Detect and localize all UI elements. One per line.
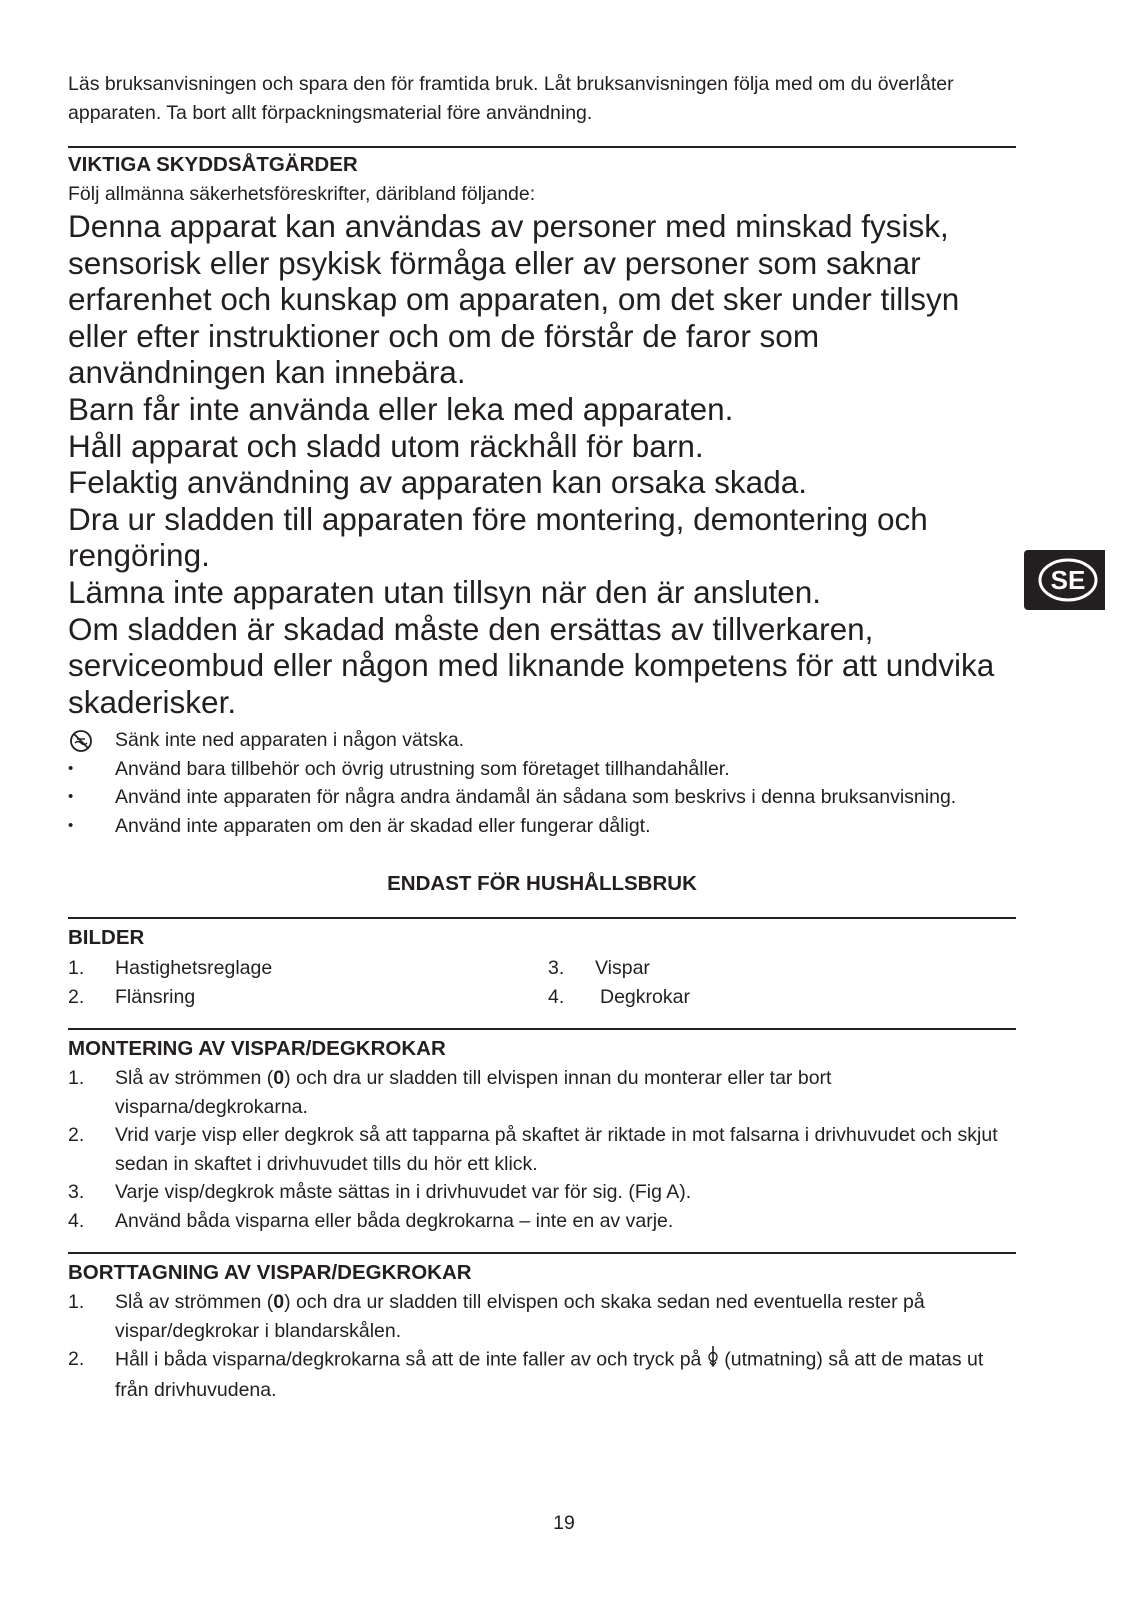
item-number: 3. bbox=[548, 957, 565, 979]
item-number: 2. bbox=[68, 985, 85, 1008]
step-number: 1. bbox=[68, 1291, 85, 1313]
list-item bbox=[68, 755, 1016, 784]
language-badge bbox=[1024, 550, 1105, 610]
item-number: 1. bbox=[68, 957, 85, 979]
step-text: Slå av strömmen (0) och dra ur sladden till elvispen innan du monterar eller tar bort visparna/degkrokarna. bbox=[115, 1067, 832, 1118]
eject-icon bbox=[707, 1345, 719, 1376]
warning-line: erfarenhet och kunskap om apparaten, om det sker under tillsyn bbox=[68, 281, 960, 318]
section-divider bbox=[68, 1252, 1016, 1254]
warning-line: Lämna inte apparaten utan tillsyn när den är ansluten. bbox=[68, 573, 822, 610]
list-item-text: Sänk inte ned apparaten i någon vätska. bbox=[115, 729, 465, 751]
language-code: SE bbox=[1050, 565, 1086, 595]
removal-heading: BORTTAGNING AV VISPAR/DEGKROKAR bbox=[68, 1261, 472, 1284]
safety-warnings bbox=[68, 208, 1028, 720]
step-item bbox=[68, 1345, 1016, 1404]
warning-line: skaderisker. bbox=[68, 683, 237, 720]
warning-line: Barn får inte använda eller leka med apparaten. bbox=[68, 390, 734, 427]
list-item bbox=[68, 954, 488, 983]
warning-line: rengöring. bbox=[68, 537, 210, 574]
intro-paragraph: Läs bruksanvisningen och spara den för framtida bruk. Låt bruksanvisningen följa med om du överlåter apparaten. Ta bort allt förpackningsmaterial före användning. bbox=[68, 73, 954, 124]
step-item bbox=[68, 1121, 1016, 1178]
list-item bbox=[68, 812, 1016, 841]
item-label: Degkrokar bbox=[600, 985, 690, 1008]
safety-list bbox=[68, 726, 1016, 840]
warning-line: Denna apparat kan användas av personer med minskad fysisk, bbox=[68, 208, 949, 244]
step-text: Varje visp/degkrok måste sättas in i drivhuvudet var för sig. (Fig A). bbox=[115, 1181, 692, 1203]
removal-steps bbox=[68, 1288, 1016, 1404]
warning-line: Dra ur sladden till apparaten före montering, demontering och bbox=[68, 500, 928, 537]
step-text: Använd båda visparna eller båda degkrokarna – inte en av varje. bbox=[115, 1209, 674, 1232]
list-item bbox=[68, 726, 1016, 755]
step-item bbox=[68, 1207, 1016, 1236]
warning-line: Om sladden är skadad måste den ersättas av tillverkaren, bbox=[68, 610, 874, 647]
step-number: 2. bbox=[68, 1348, 85, 1370]
bullet-icon bbox=[68, 783, 115, 812]
warning-line: sensorisk eller psykisk förmåga eller av personer som saknar bbox=[68, 244, 921, 281]
warning-line: användningen kan innebära. bbox=[68, 354, 466, 391]
no-immerse-icon bbox=[68, 726, 115, 755]
item-label: Hastighetsreglage bbox=[115, 957, 273, 979]
step-item bbox=[68, 1064, 1016, 1121]
mounting-steps bbox=[68, 1064, 1016, 1235]
list-item bbox=[68, 983, 488, 1012]
household-only-notice: ENDAST FÖR HUSHÅLLSBRUK bbox=[387, 872, 697, 895]
step-number: 4. bbox=[68, 1209, 85, 1232]
safety-subheading: Följ allmänna säkerhetsföreskrifter, däribland följande: bbox=[68, 183, 536, 205]
warning-line: serviceombud eller någon med liknande kompetens för att undvika bbox=[68, 647, 995, 684]
bullet-icon bbox=[68, 755, 115, 784]
section-divider bbox=[68, 146, 1016, 148]
list-item bbox=[548, 983, 968, 1012]
step-item bbox=[68, 1288, 1016, 1345]
bullet-icon bbox=[68, 812, 115, 841]
list-item bbox=[68, 783, 1016, 812]
step-text: Slå av strömmen (0) och dra ur sladden till elvispen och skaka sedan ned eventuella rester på vispar/degkrokar i blandarskålen. bbox=[115, 1291, 925, 1342]
step-text: Håll i båda visparna/degkrokarna så att de inte faller av och tryck på (utmatning) så att de matas ut från drivhuvudena. bbox=[115, 1345, 1016, 1404]
item-label: Flänsring bbox=[115, 985, 196, 1008]
warning-line: Felaktig användning av apparaten kan orsaka skada. bbox=[68, 464, 807, 501]
warning-line: eller efter instruktioner och om de förstår de faror som bbox=[68, 317, 820, 354]
safety-heading: VIKTIGA SKYDDSÅTGÄRDER bbox=[68, 153, 358, 176]
step-item bbox=[68, 1178, 1016, 1207]
item-label: Vispar bbox=[595, 957, 650, 979]
list-item-text: Använd bara tillbehör och övrig utrustning som företaget tillhandahåller. bbox=[115, 757, 730, 780]
section-divider bbox=[68, 917, 1016, 919]
step-text: Vrid varje visp eller degkrok så att tapparna på skaftet är riktade in mot falsarna i drivhuvudet och skjut sedan in skaftet i drivhuvudet tills du hör ett klick. bbox=[115, 1124, 998, 1175]
step-number: 1. bbox=[68, 1067, 85, 1089]
list-item bbox=[548, 954, 968, 983]
pictures-heading: BILDER bbox=[68, 926, 145, 949]
item-number: 4. bbox=[548, 985, 565, 1008]
step-number: 2. bbox=[68, 1124, 85, 1146]
warning-line: Håll apparat och sladd utom räckhåll för barn. bbox=[68, 427, 704, 464]
list-item-text: Använd inte apparaten om den är skadad eller fungerar dåligt. bbox=[115, 814, 651, 837]
list-item-text: Använd inte apparaten för några andra ändamål än sådana som beskrivs i denna bruksanvisning. bbox=[115, 786, 957, 808]
step-number: 3. bbox=[68, 1181, 85, 1203]
mounting-heading: MONTERING AV VISPAR/DEGKROKAR bbox=[68, 1037, 446, 1060]
page-number: 19 bbox=[553, 1512, 575, 1534]
section-divider bbox=[68, 1028, 1016, 1030]
